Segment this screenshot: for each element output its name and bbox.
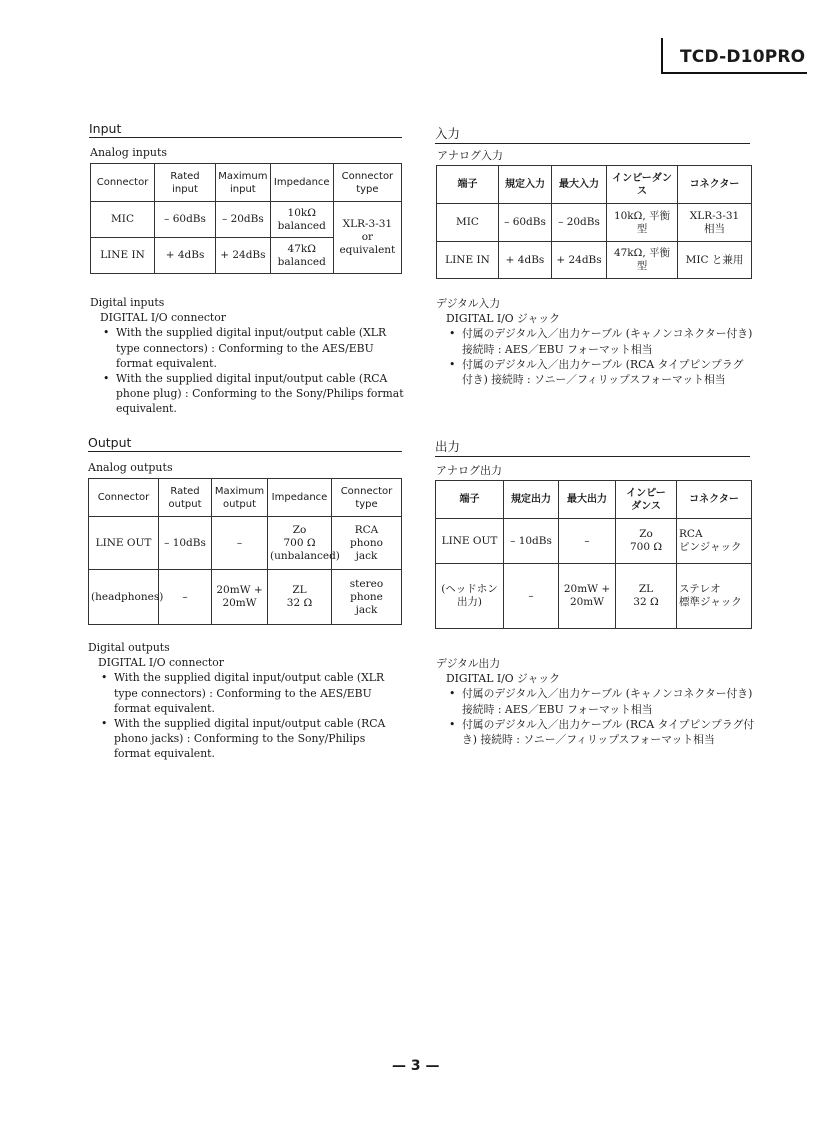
page-number: — 3 — — [392, 1058, 440, 1074]
cell: + 24dBs — [216, 238, 271, 274]
jp-col-connector: コネクター — [678, 166, 752, 204]
col-impedance: Impedance — [270, 164, 333, 202]
list-item: • 付属のデジタル入／出力ケーブル (キャノンコネクター付き) 接続時 : AES／EBU フォーマット相当 — [449, 327, 753, 356]
table-row — [91, 202, 402, 238]
jp-digital-io-jack: DIGITAL I/O ジャック — [446, 672, 560, 686]
cell: MIC と兼用 — [678, 242, 752, 279]
cell: MIC — [437, 204, 499, 242]
col-maximum-input: Maximum input — [216, 164, 271, 202]
cell: Zo 700 Ω (unbalanced) — [268, 517, 332, 570]
cell: 20mW + 20mW — [212, 570, 268, 625]
col-connector: Connector — [91, 164, 155, 202]
list-item: • 付属のデジタル入／出力ケーブル (キャノンコネクター付き) 接続時 : AES／EBU フォーマット相当 — [449, 687, 753, 716]
jp-digital-io-jack: DIGITAL I/O ジャック — [446, 312, 560, 326]
table-row — [89, 570, 402, 625]
table-row — [89, 517, 402, 570]
list-item: • 付属のデジタル入／出力ケーブル (RCA タイプピンプラグ付 き) 接続時 : ソニー／フィリップスフォーマット相当 — [449, 717, 755, 747]
cell: – — [212, 517, 268, 570]
jp-input-heading: 入力 — [435, 124, 750, 144]
cell: + 4dBs — [499, 242, 552, 279]
col-connector: Connector — [89, 479, 159, 517]
jp-col-impedance: インピーダンス — [607, 166, 678, 204]
jp-analog-inputs-table — [436, 165, 752, 279]
analog-outputs-title: Analog outputs — [88, 461, 173, 474]
cell: – — [504, 564, 559, 629]
cell: 20mW + 20mW — [559, 564, 616, 629]
digital-io-connector: DIGITAL I/O connector — [100, 311, 226, 325]
cell: ZL 32 Ω — [616, 564, 677, 629]
cell: + 4dBs — [155, 238, 216, 274]
jp-analog-outputs-title: アナログ出力 — [436, 464, 502, 477]
digital-outputs-block — [88, 640, 403, 762]
cell: – 60dBs — [155, 202, 216, 238]
list-item: • With the supplied digital input/output cable (RCA phone plug) : Conforming to the Sony/Philips format equivalent. — [103, 372, 404, 416]
output-heading: Output — [88, 435, 402, 452]
cell: – — [559, 519, 616, 564]
cell: – — [159, 570, 212, 625]
digital-inputs-block — [90, 295, 405, 417]
jp-analog-inputs-title: アナログ入力 — [437, 149, 503, 162]
cell: LINE OUT — [436, 519, 504, 564]
col-connector-type: Connector type — [332, 479, 402, 517]
cell: 10kΩ balanced — [270, 202, 333, 238]
col-impedance: Impedance — [268, 479, 332, 517]
jp-digital-inputs-title: デジタル入力 — [436, 297, 501, 310]
col-rated-input: Rated input — [155, 164, 216, 202]
cell: RCA ピンジャック — [677, 519, 752, 564]
analog-inputs-title: Analog inputs — [90, 146, 168, 159]
table-header-row — [91, 164, 402, 202]
col-rated-output: Rated output — [159, 479, 212, 517]
jp-col-rated: 規定出力 — [504, 481, 559, 519]
list-item: • 付属のデジタル入／出力ケーブル (RCA タイプピンプラグ 付き) 接続時 : ソニー／フィリップスフォーマット相当 — [449, 357, 744, 387]
jp-digital-outputs-block — [436, 656, 756, 747]
cell: – 20dBs — [552, 204, 607, 242]
input-heading: Input — [89, 121, 402, 138]
model-title: TCD-D10PRO — [680, 47, 806, 67]
cell: 47kΩ balanced — [270, 238, 333, 274]
jp-col-max: 最大入力 — [552, 166, 607, 204]
cell: (headphones) — [89, 570, 159, 625]
digital-io-connector: DIGITAL I/O connector — [98, 656, 224, 670]
jp-output-heading: 出力 — [435, 437, 750, 457]
cell: – 60dBs — [499, 204, 552, 242]
cell: XLR-3-31 相当 — [678, 204, 752, 242]
cell: – 10dBs — [159, 517, 212, 570]
cell: LINE OUT — [89, 517, 159, 570]
analog-inputs-table — [90, 163, 402, 274]
jp-col-terminal: 端子 — [436, 481, 504, 519]
cell: LINE IN — [437, 242, 499, 279]
cell: Zo 700 Ω — [616, 519, 677, 564]
list-item: • With the supplied digital input/output cable (XLR type connectors) : Conforming to the AES/EBU format equivalent. — [103, 326, 387, 370]
cell-connector-type-merged: XLR-3-31 or equivalent — [333, 202, 401, 274]
table-row — [437, 242, 752, 279]
cell: + 24dBs — [552, 242, 607, 279]
cell: ZL 32 Ω — [268, 570, 332, 625]
digital-outputs-title: Digital outputs — [88, 641, 170, 654]
cell: (ヘッドホン 出力) — [436, 564, 504, 629]
col-maximum-output: Maximum output — [212, 479, 268, 517]
list-item: • With the supplied digital input/output cable (XLR type connectors) : Conforming to the AES/EBU format equivalent. — [101, 671, 385, 715]
table-header-row — [89, 479, 402, 517]
cell: RCA phono jack — [332, 517, 402, 570]
table-header-row — [437, 166, 752, 204]
cell: – 10dBs — [504, 519, 559, 564]
digital-inputs-title: Digital inputs — [90, 296, 165, 309]
jp-digital-outputs-title: デジタル出力 — [436, 657, 501, 670]
cell: 10kΩ, 平衡型 — [607, 204, 678, 242]
table-header-row — [436, 481, 752, 519]
cell: stereo phone jack — [332, 570, 402, 625]
jp-col-terminal: 端子 — [437, 166, 499, 204]
table-row — [436, 564, 752, 629]
cell: – 20dBs — [216, 202, 271, 238]
cell: LINE IN — [91, 238, 155, 274]
list-item: • With the supplied digital input/output cable (RCA phono jacks) : Conforming to the Sony/Philips format equivalent. — [101, 717, 386, 761]
jp-col-impedance: インピー ダンス — [616, 481, 677, 519]
analog-outputs-table — [88, 478, 402, 625]
jp-digital-inputs-block — [436, 296, 756, 387]
table-row — [437, 204, 752, 242]
table-row — [436, 519, 752, 564]
jp-col-rated: 規定入力 — [499, 166, 552, 204]
jp-col-connector: コネクター — [677, 481, 752, 519]
jp-col-max: 最大出力 — [559, 481, 616, 519]
cell: 47kΩ, 平衡型 — [607, 242, 678, 279]
jp-analog-outputs-table — [435, 480, 752, 629]
col-connector-type: Connector type — [333, 164, 401, 202]
cell: MIC — [91, 202, 155, 238]
cell: ステレオ 標準ジャック — [677, 564, 752, 629]
